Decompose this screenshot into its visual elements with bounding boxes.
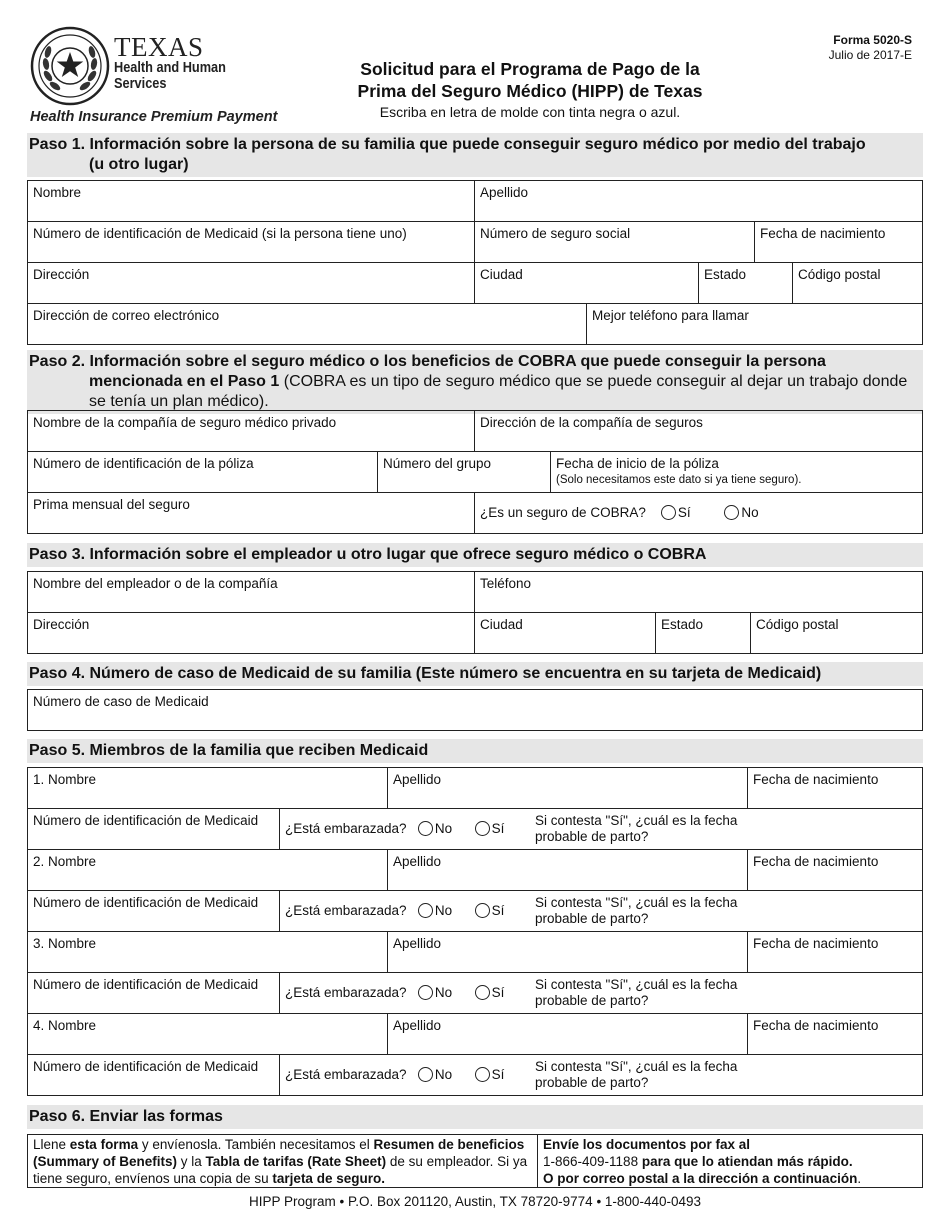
page-title [300, 58, 760, 121]
pregnant-label: ¿Está embarazada? [285, 1067, 407, 1082]
group-number-field[interactable]: Número del grupo [378, 452, 551, 492]
phone-field[interactable]: Mejor teléfono para llamar [592, 308, 749, 323]
member-last-name-field[interactable]: Apellido [388, 932, 748, 972]
step6-heading: Paso 6. Enviar las formas [27, 1105, 923, 1129]
cobra-question [475, 493, 922, 533]
employer-state-field[interactable]: Estado [656, 613, 751, 653]
table-row [28, 891, 922, 932]
instr-bold: esta forma [69, 1137, 139, 1152]
step2-heading-bold: mencionada en el Paso 1 [89, 373, 280, 390]
table-row [28, 572, 922, 613]
step2-heading-line-3: se tenía un plan médico). [89, 393, 269, 410]
due-date-field[interactable] [530, 1055, 922, 1095]
state-field[interactable]: Estado [699, 263, 793, 303]
form-number-block [829, 33, 912, 63]
table-row [28, 411, 922, 452]
agency-name [114, 34, 246, 92]
agency-logo [30, 26, 300, 126]
pregnant-yes-radio[interactable] [475, 985, 490, 1000]
fax-note: para que lo atiendan más rápido. [638, 1154, 853, 1169]
step2-heading [27, 350, 923, 414]
table-row [28, 1055, 922, 1096]
due-date-label-2: probable de parto? [535, 829, 649, 844]
pregnant-no-radio[interactable] [418, 903, 433, 918]
member-name-field[interactable]: 4. Nombre [28, 1014, 388, 1054]
program-subtitle: Health Insurance Premium Payment [30, 109, 278, 125]
cobra-no-radio[interactable] [724, 505, 739, 520]
email-field[interactable]: Dirección de correo electrónico [28, 304, 587, 344]
step1-heading-line-2: (u otro lugar) [89, 156, 189, 173]
city-field[interactable]: Ciudad [475, 263, 699, 303]
cobra-question-label: ¿Es un seguro de COBRA? [480, 505, 646, 520]
policy-start-field[interactable] [551, 452, 922, 492]
pregnant-question [280, 1055, 530, 1095]
title-line-2: Prima del Seguro Médico (HIPP) de Texas [357, 81, 703, 101]
member-medicaid-id-field[interactable]: Número de identificación de Medicaid [28, 891, 280, 931]
step3-heading: Paso 3. Información sobre el empleador u otro lugar que ofrece seguro médico o COBRA [27, 543, 923, 567]
policy-start-note: (Solo necesitamos este dato si ya tiene seguro). [556, 474, 802, 486]
dob-field[interactable]: Fecha de nacimiento [760, 226, 886, 241]
step4-heading: Paso 4. Número de caso de Medicaid de su familia (Este número se encuentra en su tarjeta de Medicaid) [27, 662, 923, 686]
medicaid-id-field[interactable]: Número de identificación de Medicaid (si la persona tiene uno) [28, 222, 475, 262]
pregnant-yes-label: Sí [491, 821, 505, 836]
form-date: Julio de 2017-E [828, 48, 912, 62]
instr-text: y envíenosla. También necesitamos el [138, 1137, 374, 1152]
table-row [28, 222, 922, 263]
member-name-field[interactable]: 3. Nombre [28, 932, 388, 972]
member-last-name-field[interactable]: Apellido [388, 850, 748, 890]
member-dob-field[interactable]: Fecha de nacimiento [753, 854, 879, 869]
pregnant-question [280, 891, 530, 931]
instr-bold: Tabla de tarifas (Rate Sheet) [205, 1154, 387, 1169]
member-medicaid-id-field[interactable]: Número de identificación de Medicaid [28, 809, 280, 849]
due-date-label-1: Si contesta "Sí", ¿cuál es la fecha [535, 813, 738, 828]
cobra-no-label: No [741, 505, 759, 520]
employer-address-field[interactable]: Dirección [28, 613, 475, 653]
step5-table [27, 767, 923, 1096]
step4-table [27, 689, 923, 731]
pregnant-question [280, 809, 530, 849]
cobra-yes-radio[interactable] [661, 505, 676, 520]
table-row [28, 932, 922, 973]
table-row [28, 181, 922, 222]
zip-field[interactable]: Código postal [798, 267, 881, 282]
agency-line-1: TEXAS [114, 32, 204, 62]
step1-heading [27, 133, 923, 177]
pregnant-no-label: No [434, 1067, 453, 1082]
member-dob-field[interactable]: Fecha de nacimiento [753, 936, 879, 951]
pregnant-no-label: No [434, 985, 453, 1000]
mail-line [543, 1170, 917, 1187]
table-row [28, 690, 922, 731]
pregnant-no-label: No [434, 903, 453, 918]
due-date-label-1: Si contesta "Sí", ¿cuál es la fecha [535, 895, 738, 910]
instr-text: de su empleador. Si ya tiene seguro, envíenos una copia de su [33, 1154, 528, 1186]
pregnant-yes-radio[interactable] [475, 1067, 490, 1082]
mail-period: . [857, 1171, 862, 1186]
pregnant-yes-radio[interactable] [475, 903, 490, 918]
form-number: Forma 5020-S [833, 33, 912, 47]
instr-text: y la [177, 1154, 206, 1169]
pregnant-no-radio[interactable] [418, 821, 433, 836]
step1-table [27, 180, 923, 345]
title-line-1: Solicitud para el Programa de Pago de la [360, 59, 700, 79]
table-row [28, 452, 922, 493]
instructions: Escriba en letra de molde con tinta negra o azul. [379, 104, 681, 120]
pregnant-yes-label: Sí [491, 985, 505, 1000]
due-date-field[interactable] [530, 809, 922, 849]
pregnant-label: ¿Está embarazada? [285, 821, 407, 836]
first-name-field[interactable]: Nombre [28, 181, 475, 221]
table-row [28, 809, 922, 850]
documents-instructions [28, 1135, 538, 1187]
cobra-yes-label: Sí [677, 505, 691, 520]
due-date-label-2: probable de parto? [535, 993, 649, 1008]
last-name-field[interactable]: Apellido [480, 185, 529, 200]
agency-line-3: Services [114, 75, 167, 92]
pregnant-yes-label: Sí [491, 903, 505, 918]
pregnant-yes-radio[interactable] [475, 821, 490, 836]
employer-city-field[interactable]: Ciudad [475, 613, 656, 653]
table-row [28, 263, 922, 304]
table-row [28, 613, 922, 654]
step2-table [27, 410, 923, 534]
member-last-name-field[interactable]: Apellido [388, 768, 748, 808]
fax-line-2 [543, 1153, 917, 1170]
due-date-field[interactable] [530, 973, 922, 1013]
member-medicaid-id-field[interactable]: Número de identificación de Medicaid [28, 1055, 280, 1095]
due-date-label-2: probable de parto? [535, 911, 649, 926]
insurance-company-field[interactable]: Nombre de la compañía de seguro médico privado [28, 411, 475, 451]
employer-phone-field[interactable]: Teléfono [480, 576, 532, 591]
address-field[interactable]: Dirección [28, 263, 475, 303]
insurance-address-field[interactable]: Dirección de la compañía de seguros [480, 415, 703, 430]
table-row [28, 304, 922, 345]
mail-text: O por correo postal a la dirección a continuación [543, 1171, 858, 1186]
step2-heading-line-1: Paso 2. Información sobre el seguro médico o los beneficios de COBRA que puede conseguir la persona [29, 353, 826, 370]
pregnant-question [280, 973, 530, 1013]
program-address: HIPP Program • P.O. Box 201120, Austin, TX 78720-9774 • 1-800-440-0493 [249, 1194, 701, 1209]
pregnant-no-radio[interactable] [418, 985, 433, 1000]
texas-seal-icon [30, 26, 110, 106]
pregnant-no-label: No [434, 821, 453, 836]
table-row [28, 768, 922, 809]
employer-zip-field[interactable]: Código postal [756, 617, 839, 632]
step5-heading: Paso 5. Miembros de la familia que reciben Medicaid [27, 739, 923, 763]
policy-id-field[interactable]: Número de identificación de la póliza [28, 452, 378, 492]
step2-heading-note: (COBRA es un tipo de seguro médico que se puede conseguir al dejar un trabajo donde [279, 373, 908, 390]
pregnant-yes-label: Sí [491, 1067, 505, 1082]
medicaid-case-field[interactable]: Número de caso de Medicaid [33, 694, 209, 709]
fax-line-1: Envíe los documentos por fax al [543, 1137, 751, 1152]
submission-instructions [27, 1134, 923, 1188]
member-name-field[interactable]: 2. Nombre [28, 850, 388, 890]
pregnant-no-radio[interactable] [418, 1067, 433, 1082]
instr-bold: Resumen de beneficios (Summary of Benefits) [33, 1137, 525, 1169]
due-date-field[interactable] [530, 891, 922, 931]
fax-number: 1-866-409-1188 [543, 1154, 639, 1169]
policy-start-label: Fecha de inicio de la póliza [556, 456, 719, 471]
table-row [28, 493, 922, 534]
member-name-field[interactable]: 1. Nombre [28, 768, 388, 808]
agency-line-2: Health and Human [114, 59, 226, 76]
pregnant-label: ¿Está embarazada? [285, 903, 407, 918]
member-dob-field[interactable]: Fecha de nacimiento [753, 1018, 879, 1033]
due-date-label-1: Si contesta "Sí", ¿cuál es la fecha [535, 977, 738, 992]
instr-text: Llene [33, 1137, 70, 1152]
step1-heading-line-1: Paso 1. Información sobre la persona de su familia que puede conseguir seguro médico por medio del trabajo [29, 136, 866, 153]
member-medicaid-id-field[interactable]: Número de identificación de Medicaid [28, 973, 280, 1013]
table-row [28, 1014, 922, 1055]
premium-field[interactable]: Prima mensual del seguro [28, 493, 475, 533]
pregnant-label: ¿Está embarazada? [285, 985, 407, 1000]
member-dob-field[interactable]: Fecha de nacimiento [753, 772, 879, 787]
due-date-label-1: Si contesta "Sí", ¿cuál es la fecha [535, 1059, 738, 1074]
fax-mail-instructions [538, 1135, 922, 1187]
due-date-label-2: probable de parto? [535, 1075, 649, 1090]
step3-table [27, 571, 923, 654]
instr-bold: tarjeta de seguro. [272, 1171, 385, 1186]
employer-name-field[interactable]: Nombre del empleador o de la compañía [28, 572, 475, 612]
ssn-field[interactable]: Número de seguro social [475, 222, 755, 262]
member-last-name-field[interactable]: Apellido [388, 1014, 748, 1054]
table-row [28, 973, 922, 1014]
table-row [28, 850, 922, 891]
